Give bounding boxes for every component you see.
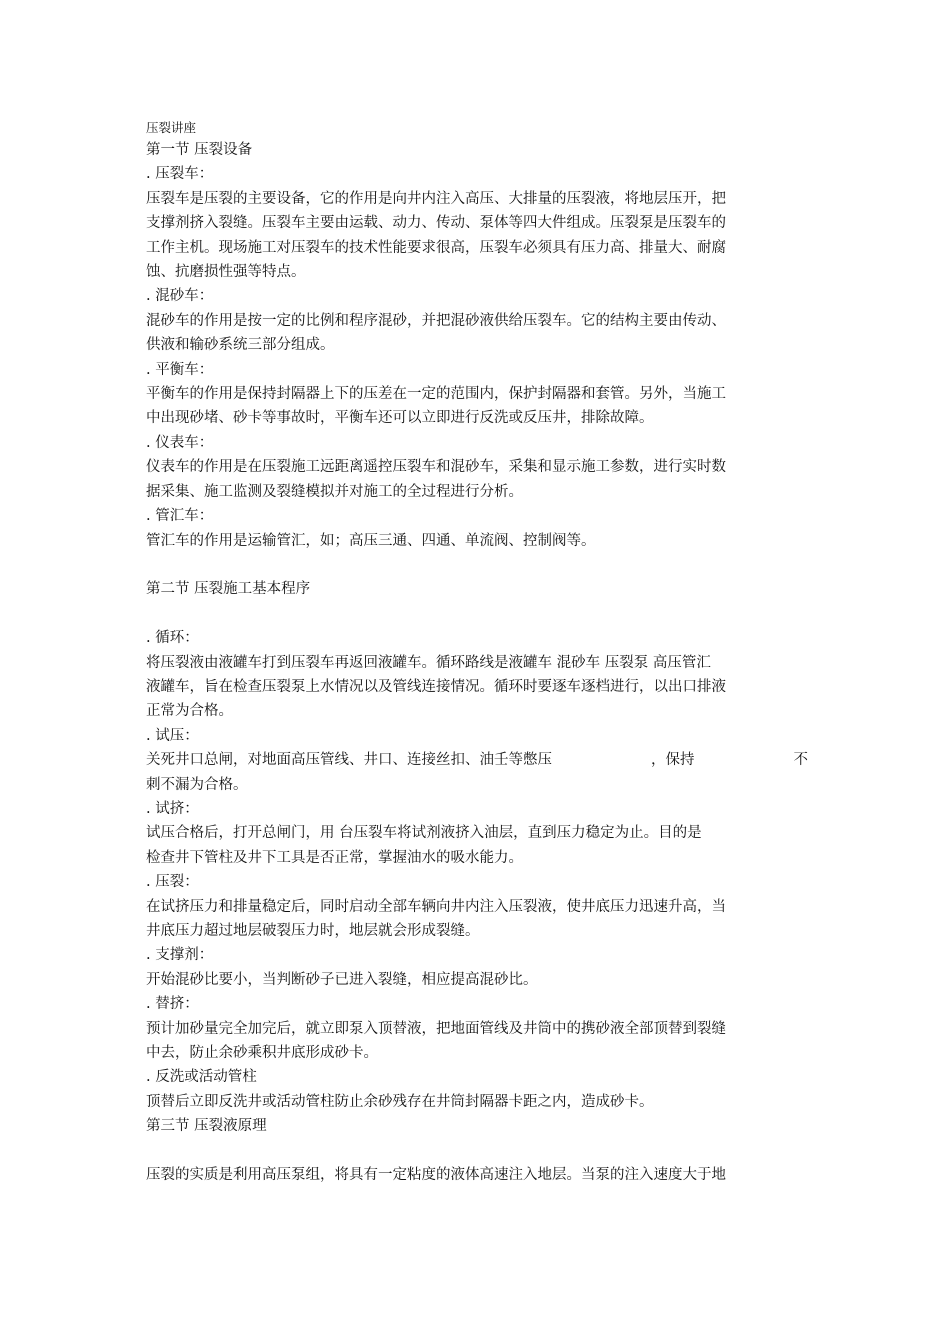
document-body bbox=[146, 118, 808, 1187]
step-2-text-mid: ，保持 bbox=[651, 752, 695, 769]
step-5-label: . 支撑剂： bbox=[146, 947, 214, 964]
step-2-text-right: 不 bbox=[793, 752, 808, 769]
item-1-text: 蚀、抗磨损性强等特点。 bbox=[146, 264, 306, 281]
item-4-label: . 仪表车： bbox=[146, 434, 214, 451]
item-4-text: 仪表车的作用是在压裂施工远距离遥控压裂车和混砂车，采集和显示施工参数，进行实时数 bbox=[146, 459, 726, 476]
section-3-text: 压裂的实质是利用高压泵组，将具有一定粘度的液体高速注入地层。当泵的注入速度大于地 bbox=[146, 1167, 726, 1184]
item-2-label: . 混砂车： bbox=[146, 288, 214, 305]
section-3-heading: 第三节 压裂液原理 bbox=[146, 1118, 267, 1135]
item-2-text: 混砂车的作用是按一定的比例和程序混砂，并把混砂液供给压裂车。它的结构主要由传动、 bbox=[146, 312, 726, 329]
step-2-label: . 试压： bbox=[146, 727, 199, 744]
step-7-text: 顶替后立即反洗井或活动管柱防止余砂残存在井筒封隔器卡距之内，造成砂卡。 bbox=[146, 1093, 654, 1110]
step-2-text-line bbox=[146, 748, 808, 772]
step-3-text: 检查井下管柱及井下工具是否正常，掌握油水的吸水能力。 bbox=[146, 849, 523, 866]
item-5-text: 管汇车的作用是运输管汇，如；高压三通、四通、单流阀、控制阀等。 bbox=[146, 532, 596, 549]
step-4-text: 井底压力超过地层破裂压力时，地层就会形成裂缝。 bbox=[146, 922, 480, 939]
step-3-label: . 试挤： bbox=[146, 800, 199, 817]
item-5-label: . 管汇车： bbox=[146, 508, 214, 525]
step-7-label: . 反洗或活动管柱 bbox=[146, 1069, 257, 1086]
item-1-text: 支撑剂挤入裂缝。压裂车主要由运载、动力、传动、泵体等四大件组成。压裂泵是压裂车的 bbox=[146, 215, 726, 232]
step-2-text: 刺不漏为合格。 bbox=[146, 776, 248, 793]
item-1-text: 工作主机。现场施工对压裂车的技术性能要求很高，压裂车必须具有压力高、排量大、耐腐 bbox=[146, 239, 726, 256]
section-2-heading: 第二节 压裂施工基本程序 bbox=[146, 581, 311, 598]
step-1-text: 正常为合格。 bbox=[146, 703, 233, 720]
step-3-text: 试压合格后，打开总闸门，用 台压裂车将试剂液挤入油层，直到压力稳定为止。目的是 bbox=[146, 825, 702, 842]
spacer bbox=[146, 1139, 808, 1163]
item-1-label: . 压裂车： bbox=[146, 166, 214, 183]
spacer bbox=[146, 602, 808, 626]
item-3-text: 平衡车的作用是保持封隔器上下的压差在一定的范围内，保护封隔器和套管。另外，当施工 bbox=[146, 386, 726, 403]
item-4-text: 据采集、施工监测及裂缝模拟并对施工的全过程进行分析。 bbox=[146, 483, 523, 500]
step-4-label: . 压裂： bbox=[146, 874, 199, 891]
step-1-text: 液罐车，旨在检查压裂泵上水情况以及管线连接情况。循环时要逐车逐档进行，以出口排液 bbox=[146, 678, 726, 695]
section-1-heading: 第一节 压裂设备 bbox=[146, 142, 253, 158]
step-6-text: 预计加砂量完全加完后，就立即泵入顶替液，把地面管线及井筒中的携砂液全部顶替到裂缝 bbox=[146, 1020, 726, 1037]
step-5-text: 开始混砂比要小，当判断砂子已进入裂缝，相应提高混砂比。 bbox=[146, 971, 538, 988]
item-1-text: 压裂车是压裂的主要设备，它的作用是向井内注入高压、大排量的压裂液，将地层压开，把 bbox=[146, 190, 726, 207]
step-1-label: . 循环： bbox=[146, 630, 199, 647]
step-6-text: 中去，防止余砂乘积井底形成砂卡。 bbox=[146, 1045, 378, 1061]
spacer bbox=[146, 553, 808, 577]
item-2-text: 供液和输砂系统三部分组成。 bbox=[146, 337, 335, 354]
item-3-label: . 平衡车： bbox=[146, 361, 214, 378]
item-3-text: 中出现砂堵、砂卡等事故时，平衡车还可以立即进行反洗或反压井，排除故障。 bbox=[146, 410, 654, 427]
document-title: 压裂讲座 bbox=[146, 120, 197, 135]
step-2-text-left: 关死井口总闸，对地面高压管线、井口、连接丝扣、油壬等憋压 bbox=[146, 752, 552, 769]
step-4-text: 在试挤压力和排量稳定后，同时启动全部车辆向井内注入压裂液，使井底压力迅速升高，当 bbox=[146, 898, 726, 915]
step-6-label: . 替挤： bbox=[146, 996, 199, 1013]
step-1-text: 将压裂液由液罐车打到压裂车再返回液罐车。循环路线是液罐车 混砂车 压裂泵 高压管汇 bbox=[146, 654, 711, 671]
